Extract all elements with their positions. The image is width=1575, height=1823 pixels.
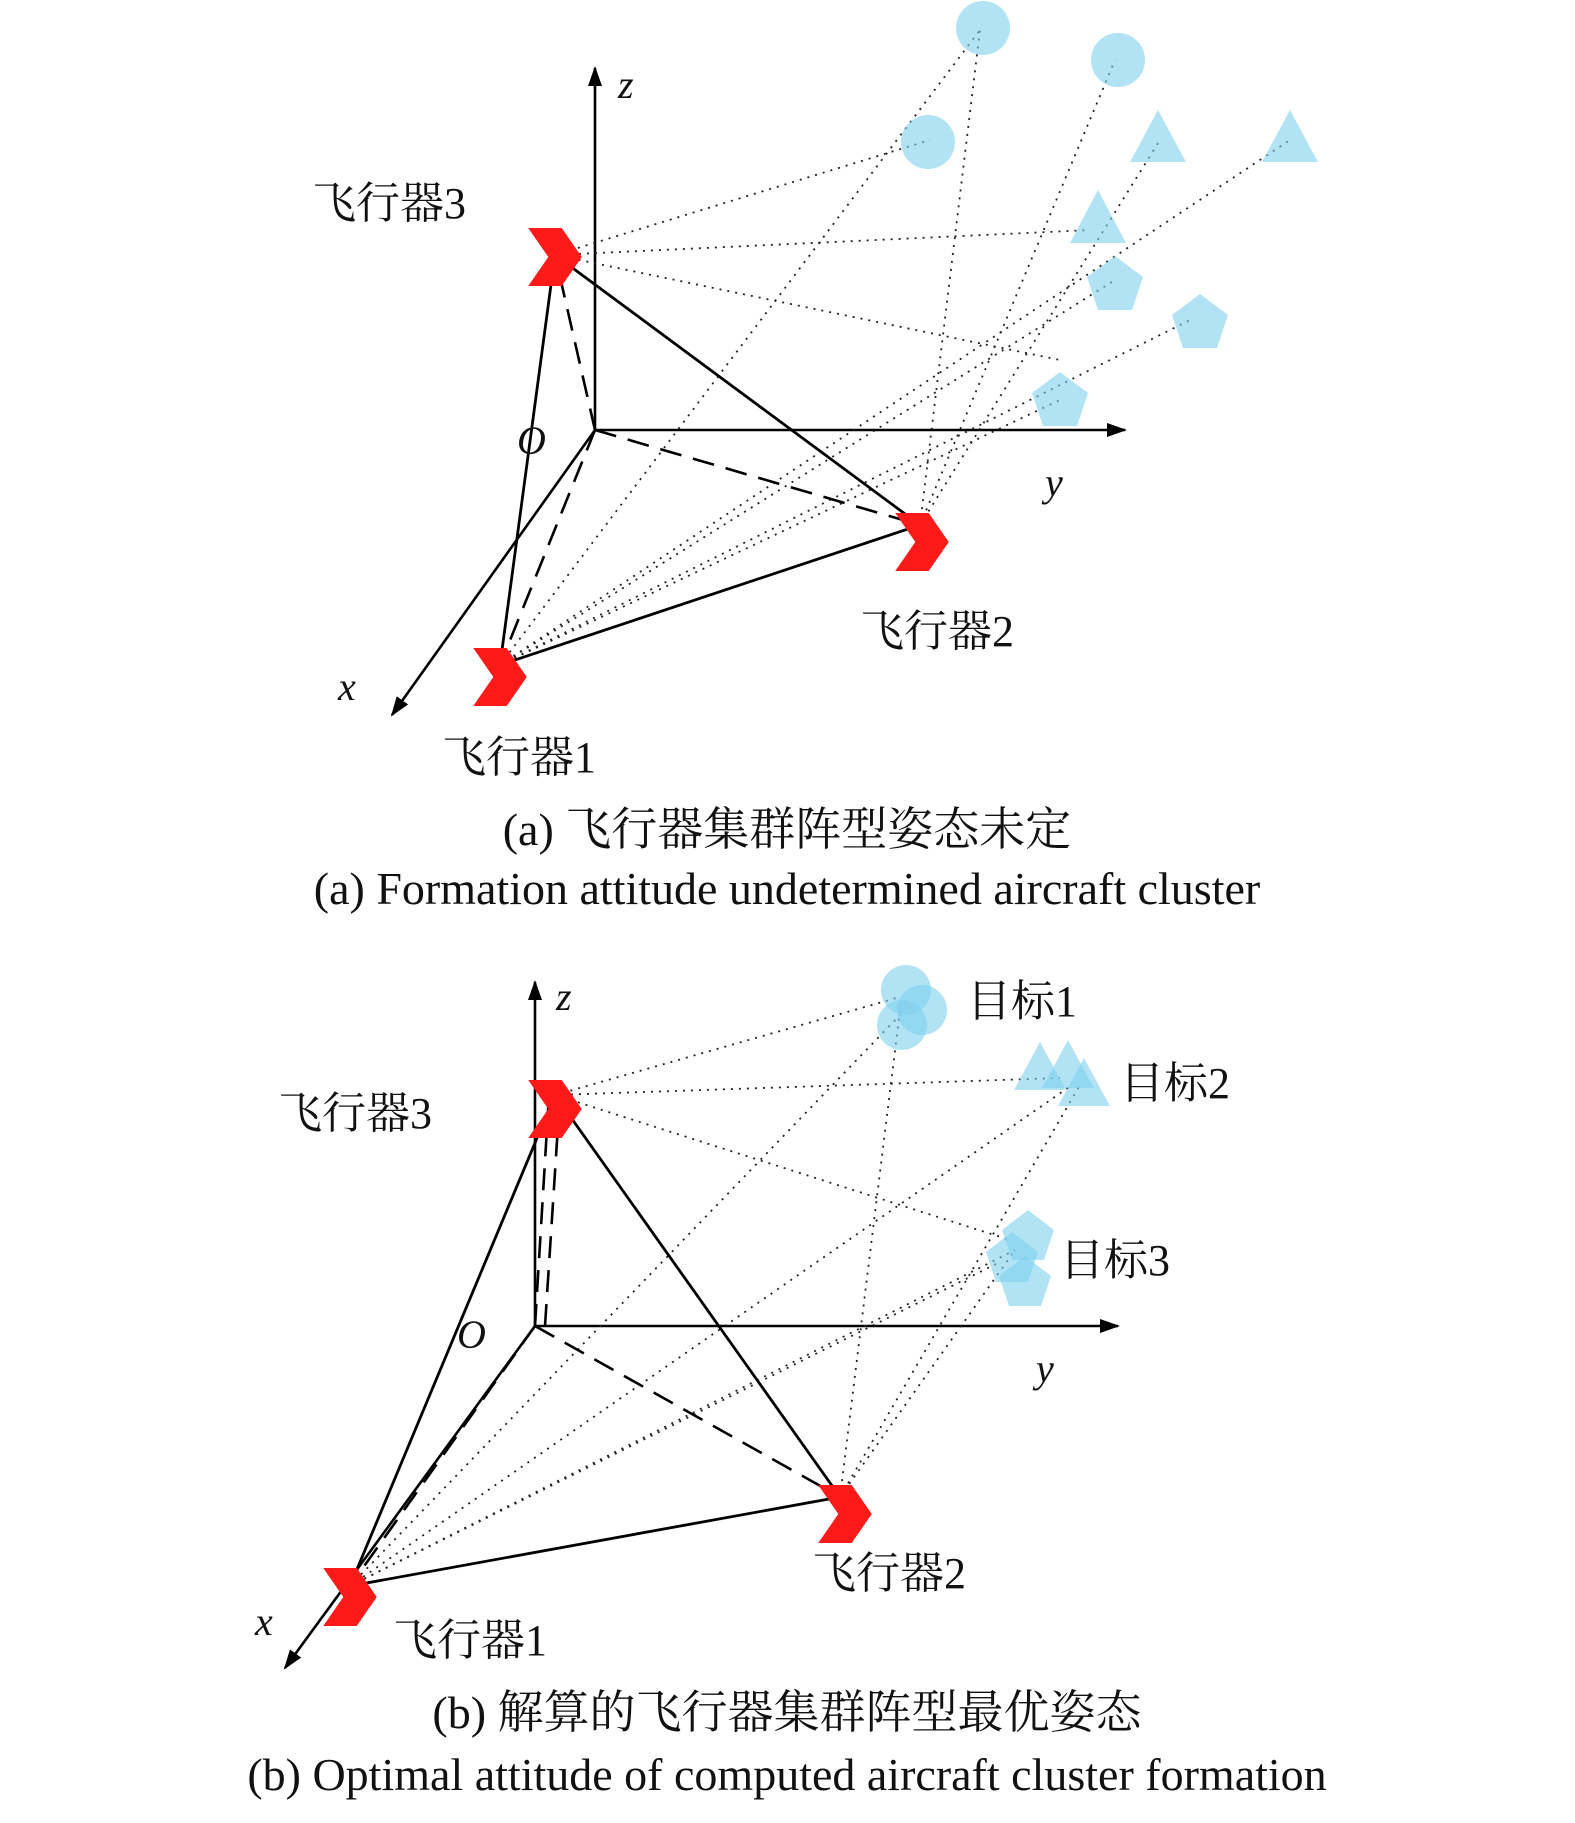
sight-lines-a (500, 30, 1290, 665)
aircraft-icon (818, 1485, 872, 1543)
axis-label-z: z (556, 974, 572, 1019)
origin-label: O (517, 418, 546, 463)
axis-label-y: y (1045, 460, 1063, 505)
target-triangle-icon (1130, 110, 1186, 162)
target-circle-icon (956, 1, 1010, 55)
target-circle-icon (877, 1000, 927, 1050)
axis-label-y: y (1036, 1346, 1054, 1391)
formation-triangle-a (500, 255, 920, 665)
dash-edge-a1 (500, 430, 595, 665)
target-label-2: 目标2 (1120, 1059, 1230, 1108)
aircraft-label-3: 飞行器3 (278, 1089, 432, 1138)
target-label-3: 目标3 (1060, 1236, 1170, 1285)
aircraft-icon (895, 513, 949, 571)
target-circle-icon (901, 115, 955, 169)
target-pentagon-icon (1172, 294, 1228, 348)
aircraft-label-3: 飞行器3 (312, 179, 466, 228)
target-triangle-icon (1070, 190, 1126, 243)
caption-b-cn: (b) 解算的飞行器集群阵型最优姿态 (432, 1687, 1142, 1738)
caption-a-cn: (a) 飞行器集群阵型姿态未定 (502, 804, 1072, 855)
aircraft-label-1: 飞行器1 (442, 733, 596, 782)
panel-a (312, 1, 1318, 914)
axis-label-x: x (338, 664, 356, 709)
target-circle-icon (1091, 33, 1145, 87)
target-pentagon-icon (1087, 256, 1143, 310)
sight-lines-b (350, 997, 1080, 1586)
caption-b-en: (b) Optimal attitude of computed aircraft cluster formation (247, 1749, 1327, 1800)
aircraft-label-2: 飞行器2 (860, 607, 1014, 656)
axis-label-x: x (255, 1599, 273, 1644)
target-triangle-icon (1262, 110, 1318, 162)
targets-a (901, 1, 1318, 426)
caption-a-en: (a) Formation attitude undetermined aircraft cluster (313, 863, 1261, 914)
aircraft-icon (473, 648, 527, 706)
aircraft-icon (323, 1568, 377, 1626)
aircraft-icon (528, 228, 582, 286)
target-label-1: 目标1 (967, 977, 1077, 1026)
aircraft-label-1: 飞行器1 (393, 1616, 547, 1665)
formation-triangle-b (350, 1095, 840, 1586)
panel-b (247, 965, 1326, 1800)
aircraft-label-2: 飞行器2 (812, 1549, 966, 1598)
origin-label: O (457, 1312, 486, 1357)
dash-edge-a2 (595, 430, 920, 525)
target-pentagon-icon (1032, 372, 1088, 426)
axis-label-z: z (618, 62, 634, 107)
